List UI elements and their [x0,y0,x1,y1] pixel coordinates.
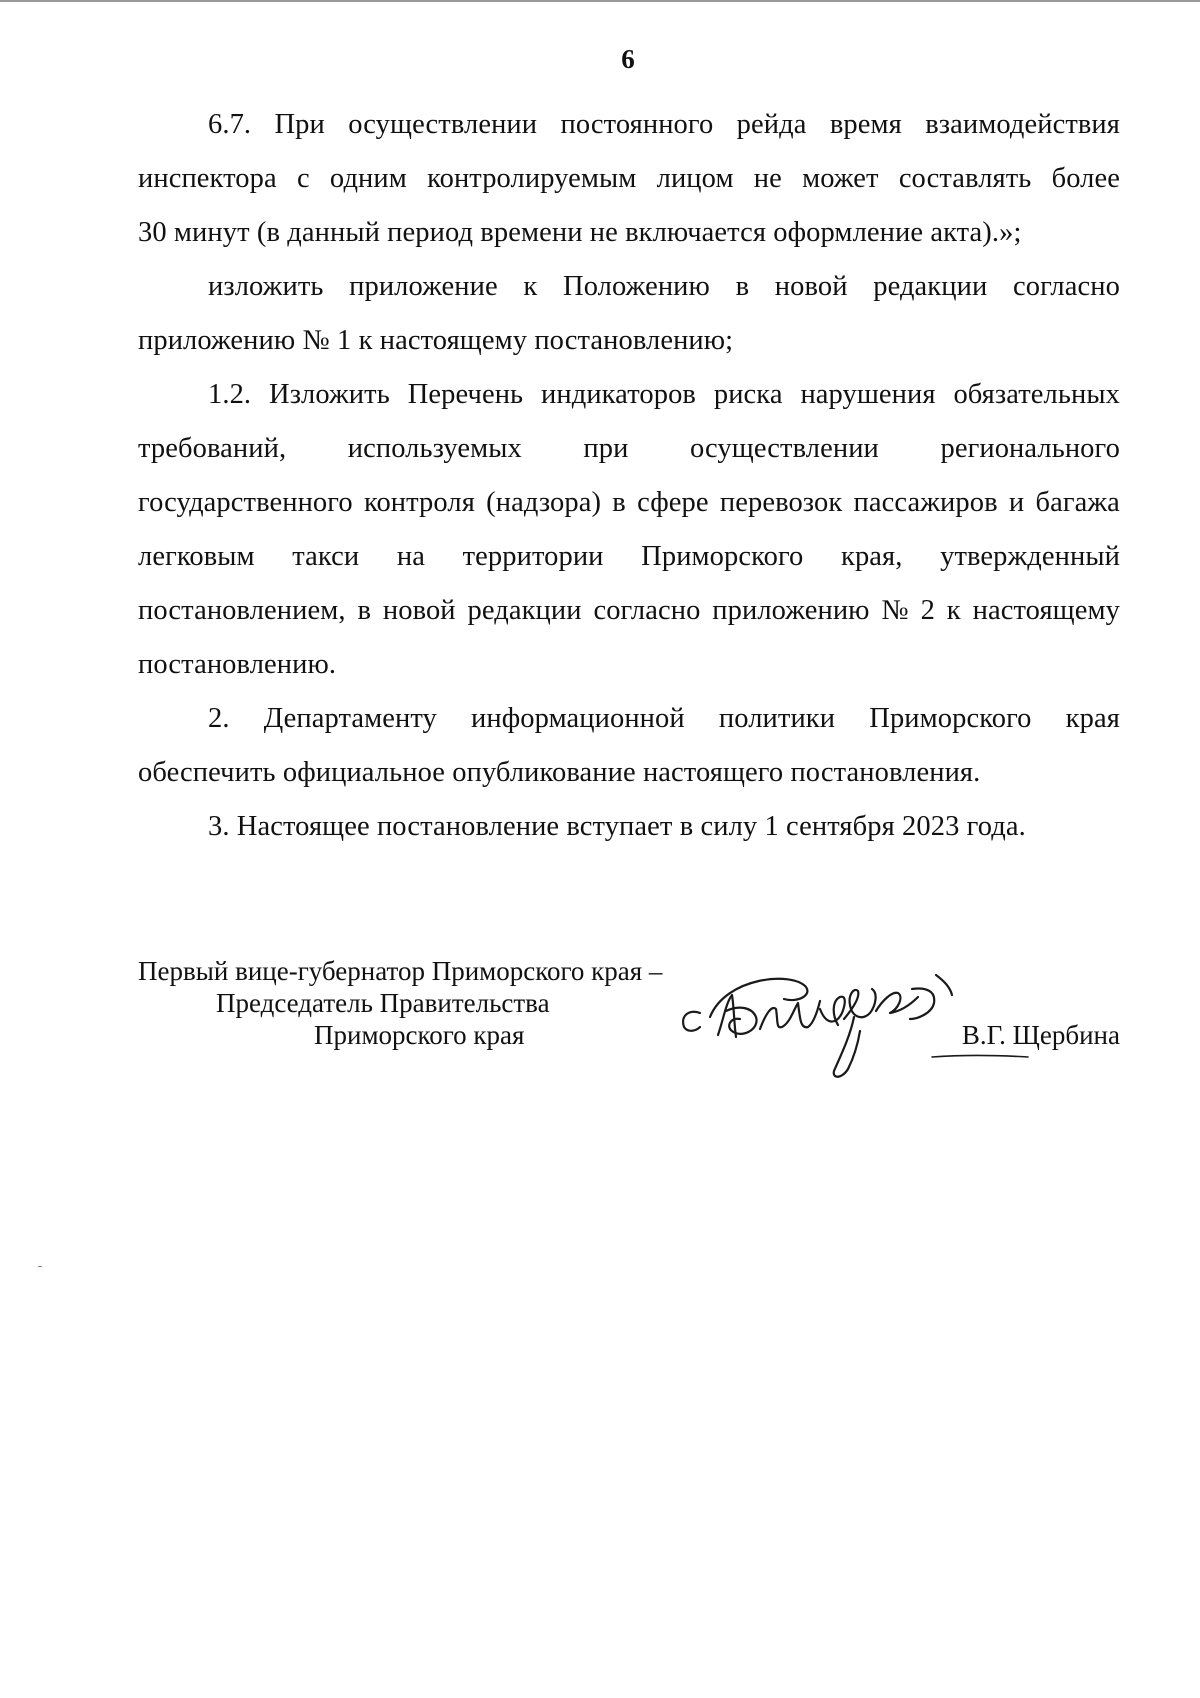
word: территории [462,541,604,572]
paragraph-line: постановлению. [138,649,337,680]
word: в [735,271,750,302]
paragraph-line: 30 минут (в данный период времени не включается оформление акта).»; [138,217,1022,248]
signatory-name: В.Г. Щербина [961,1020,1120,1050]
word: требований, [138,433,287,464]
word: контроля [363,487,475,518]
word: более [1051,163,1120,194]
word: не [753,163,782,194]
signatory-position-line-1: Первый вице-губернатор Приморского края – [138,956,663,986]
paragraph-line: приложению № 1 к настоящему постановлению; [138,325,734,356]
word: и [1008,487,1025,518]
word: края, [841,541,903,572]
word: Приморского [641,541,804,572]
word: 1.2. [208,379,252,410]
word: составлять [898,163,1032,194]
word: инспектора [138,163,277,194]
paragraph-line [138,692,1120,746]
word: осуществлении [690,433,879,464]
word: приложению [712,595,870,626]
word: пассажиров [853,487,998,518]
paragraph-line [138,152,1120,206]
paragraph-line [138,584,1120,638]
word: редакции [467,595,582,626]
scan-speck [38,1266,42,1267]
word: взаимодействия [925,109,1120,140]
word: постановлением, [138,595,346,626]
word: государственного [138,487,353,518]
signatory-position-line-2: Председатель Правительства [216,988,550,1018]
word: постоянного [560,109,714,140]
word: Департаменту [263,703,437,734]
word: обязательных [953,379,1120,410]
paragraph-line [138,260,1120,314]
paragraph-line [138,422,1120,476]
word: индикаторов [541,379,696,410]
word: регионального [940,433,1120,464]
word: при [583,433,629,464]
word: политики [718,703,836,734]
signature-block [138,955,1120,1125]
word: контролируемым [427,163,637,194]
word: багажа [1035,487,1120,518]
word: новой [382,595,456,626]
word: настоящему [972,595,1120,626]
word: риска [713,379,783,410]
word: Приморского [869,703,1032,734]
word: нарушения [800,379,936,410]
word: одним [329,163,407,194]
word: согласно [1012,271,1120,302]
word: Положению [563,271,710,302]
word: перевозок [719,487,843,518]
paragraph-line [138,98,1120,152]
word: № [881,595,909,626]
page-number: 6 [621,44,635,74]
word: к [946,595,961,626]
word: 6.7. [208,109,252,140]
word: на [396,541,425,572]
word: Перечень [407,379,524,410]
word: (надзора) [486,487,602,518]
word: используемых [347,433,522,464]
word: При [274,109,325,140]
paragraph-line [138,530,1120,584]
word: утвержденный [940,541,1120,572]
word: к [523,271,538,302]
word: редакции [873,271,988,302]
paragraph-line: 3. Настоящее постановление вступает в силу 1 сентября 2023 года. [208,811,1026,842]
word: информационной [471,703,685,734]
signatory-position-line-3: Приморского края [314,1020,525,1050]
word: с [296,163,310,194]
word: время [829,109,902,140]
word: рейда [736,109,807,140]
word: такси [292,541,360,572]
word: в [612,487,626,518]
word: лицом [656,163,734,194]
word: края [1065,703,1120,734]
word: 2 [920,595,935,626]
scan-top-edge [0,0,1200,2]
word: легковым [138,541,255,572]
word: Изложить [269,379,390,410]
word: 2. [208,703,230,734]
word: осуществлении [348,109,538,140]
word: изложить [208,271,324,302]
paragraph-line [138,476,1120,530]
word: сфере [637,487,709,518]
word: в [357,595,372,626]
word: приложение [349,271,498,302]
paragraph-line: обеспечить официальное опубликование настоящего постановления. [138,757,981,788]
word: согласно [593,595,701,626]
word: новой [774,271,848,302]
paragraph-line [138,368,1120,422]
word: может [802,163,879,194]
document-body [138,98,1120,854]
